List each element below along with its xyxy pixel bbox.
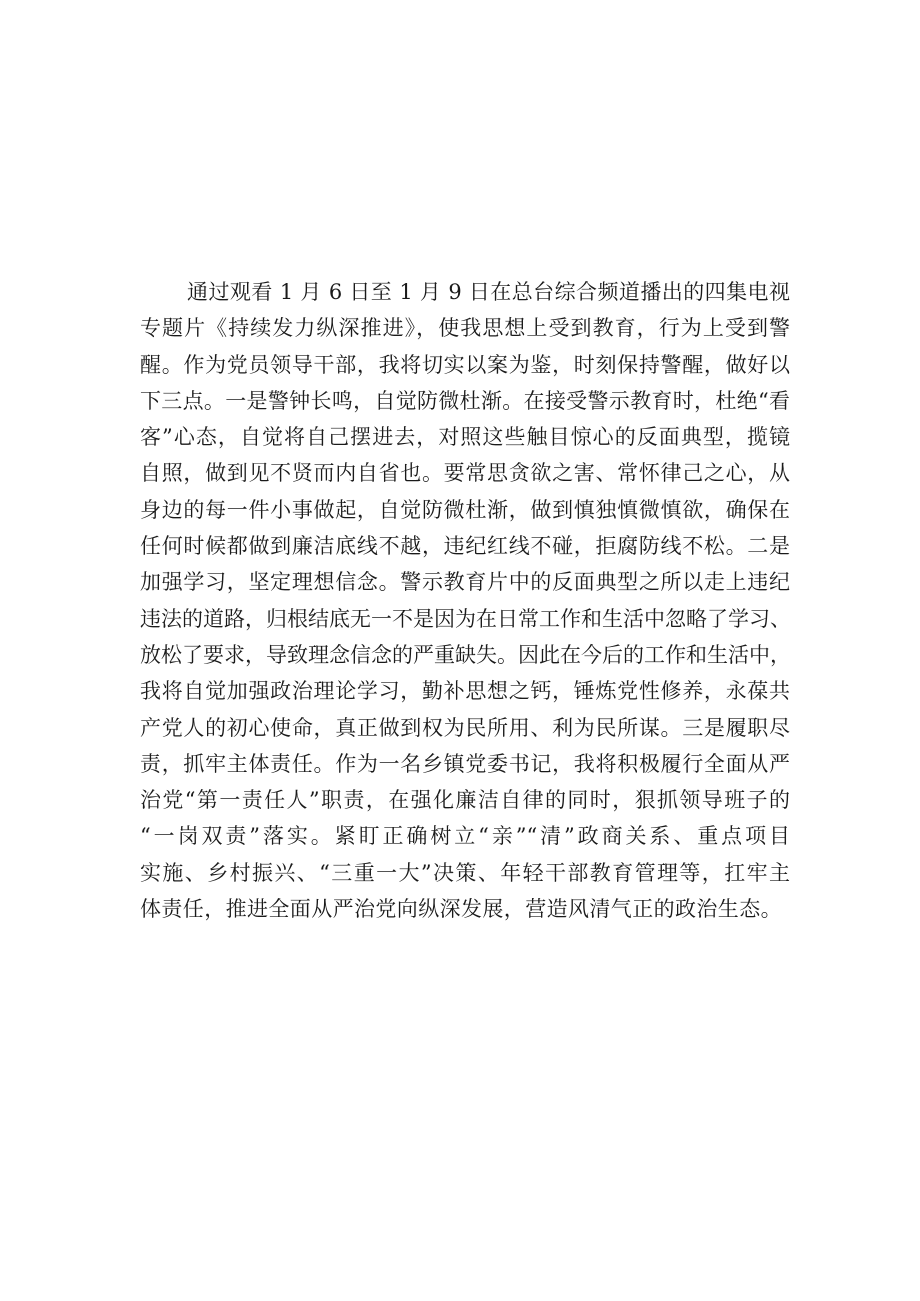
paragraph-line: 通过观看 1 月 6 日至 1 月 9 日在总台综合频道播出的四集电视: [187, 280, 790, 304]
paragraph-line: 客”心态，自觉将自己摆进去，对照这些触目惊心的反面典型，揽镜: [140, 425, 790, 450]
paragraph-line: 自照，做到见不贤而内自省也。要常思贪欲之害、常怀律己之心，从: [140, 461, 790, 486]
paragraph-line: 专题片《持续发力纵深推进》，使我思想上受到教育，行为上受到警: [140, 316, 790, 341]
paragraph-line: 产党人的初心使命，真正做到权为民所用、利为民所谋。三是履职尽: [140, 715, 790, 740]
paragraph-line: 身边的每一件小事做起，自觉防微杜渐，做到慎独慎微慎欲，确保在: [140, 497, 790, 522]
paragraph-line: 实施、乡村振兴、“三重一大”决策、年轻干部教育管理等，扛牢主: [140, 860, 790, 885]
paragraph-line: 责，抓牢主体责任。作为一名乡镇党委书记，我将积极履行全面从严: [140, 751, 790, 776]
paragraph-line: 体责任，推进全面从严治党向纵深发展，营造风清气正的政治生态。: [140, 897, 782, 922]
paragraph-line: 我将自觉加强政治理论学习，勤补思想之钙，锤炼党性修养，永葆共: [140, 679, 790, 704]
paragraph-line: 治党“第一责任人”职责，在强化廉洁自律的同时，狠抓领导班子的: [140, 788, 790, 813]
paragraph-line: 醒。作为党员领导干部，我将切实以案为鉴，时刻保持警醒，做好以: [140, 352, 790, 377]
paragraph-line: 放松了要求，导致理念信念的严重缺失。因此在今后的工作和生活中，: [140, 642, 791, 667]
body-paragraph: [140, 274, 790, 927]
paragraph-line: “一岗双责”落实。紧盯正确树立“亲”“清”政商关系、重点项目: [140, 824, 790, 849]
paragraph-line: 任何时候都做到廉洁底线不越，违纪红线不碰，拒腐防线不松。二是: [140, 534, 790, 559]
paragraph-line: 违法的道路，归根结底无一不是因为在日常工作和生活中忽略了学习、: [140, 606, 791, 631]
paragraph-line: 下三点。一是警钟长鸣，自觉防微杜渐。在接受警示教育时，杜绝“看: [140, 388, 790, 413]
paragraph-line: 加强学习，坚定理想信念。警示教育片中的反面典型之所以走上违纪: [140, 570, 790, 595]
